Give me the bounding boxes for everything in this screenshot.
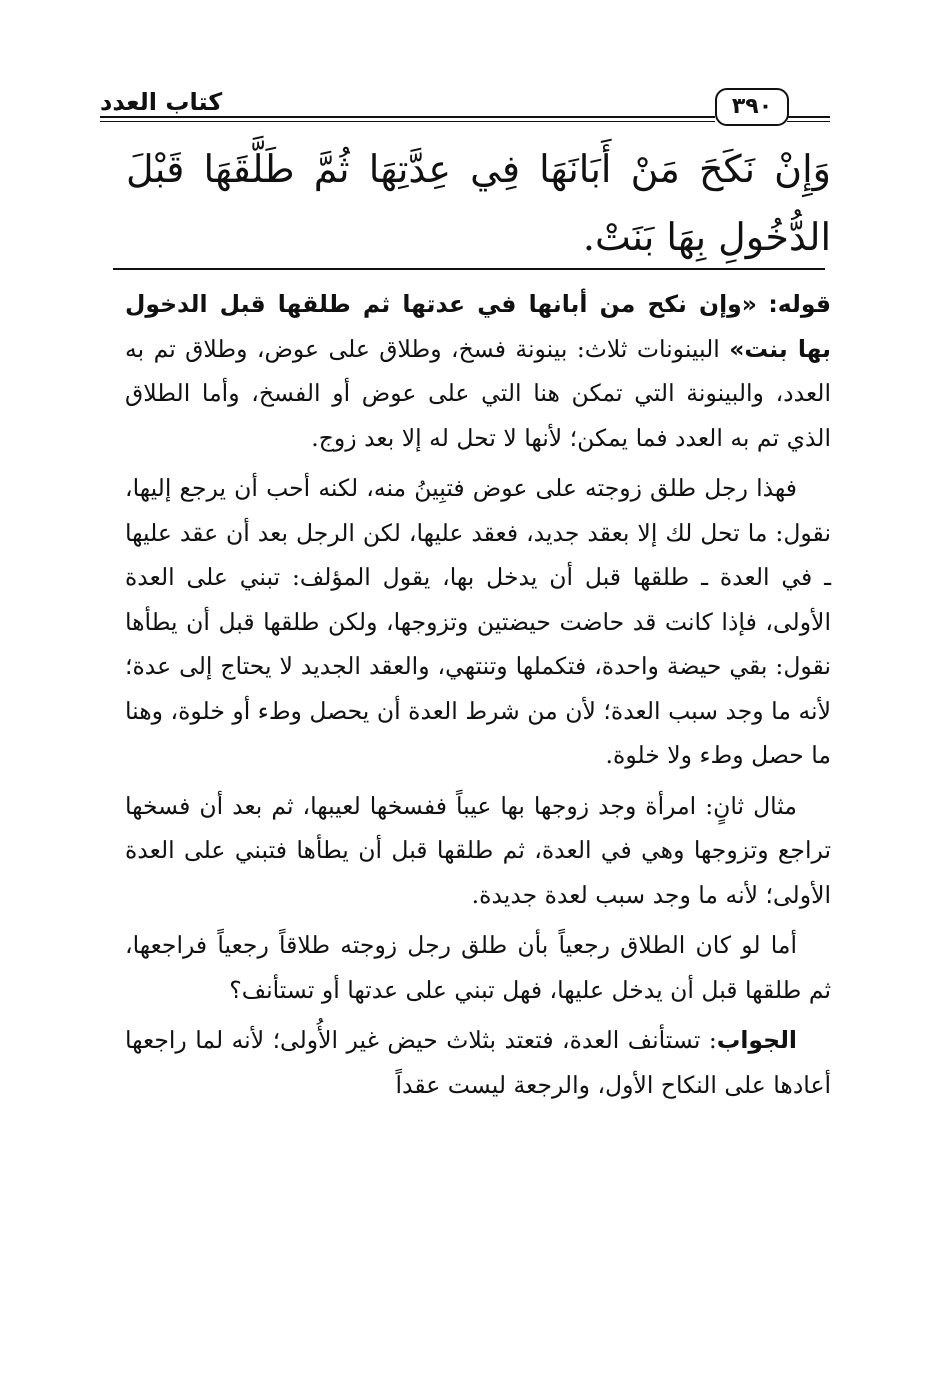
page-number: ٣٩٠ [715, 88, 789, 126]
paragraph-text: : تستأنف العدة، فتعتد بثلاث حيض غير الأُولى؛ لأنه لما راجعها أعادها على النكاح الأول، والرجعة ليست عقداً [125, 1026, 831, 1099]
matn-divider [113, 268, 825, 270]
paragraph-3: مثال ثانٍ: امرأة وجد زوجها بها عيباً ففسخها لعيبها، ثم بعد أن فسخها تراجع وتزوجها وهي في العدة، ثم طلقها قبل أن يطأها فتبني على العدة الأولى؛ لأنه ما وجد سبب لعدة جديدة. [125, 791, 831, 909]
commentary [125, 282, 831, 1113]
header-rule-left-thin [100, 121, 715, 122]
header-rule-right [787, 116, 830, 118]
matn-text: وَإِنْ نَكَحَ مَنْ أَبَانَهَا فِي عِدَّتِهَا ثُمَّ طَلَّقَهَا قَبْلَ الدُّخُولِ بِهَا بَنَتْ. [126, 147, 831, 259]
quoted-matn: «وإن نكح من أبانها في عدتها ثم طلقها قبل الدخول بها بنت» [125, 290, 831, 363]
paragraph-text: البينونات ثلاث: بينونة فسخ، وطلاق على عوض، وطلاق تم به العدد، والبينونة التي تمكن هنا التي على عوض أو الفسخ، وأما الطلاق الذي تم به العدد فما يمكن؛ لأنها لا تحل له إلا بعد زوج. [125, 334, 831, 452]
page-header [100, 82, 830, 130]
header-rule-right-thin [787, 121, 830, 122]
paragraph-2: فهذا رجل طلق زوجته على عوض فتبِينُ منه، لكنه أحب أن يرجع إليها، نقول: ما تحل لك إلا بعقد جديد، فعقد عليها، لكن الرجل بعد أن عقد عليها ـ في العدة ـ طلقها قبل أن يدخل بها، يقول المؤلف: تبني على العدة الأولى، فإذا كانت قد حاضت حيضتين وتزوجها، ولكن طلقها قبل أن يطأها نقول: بقي حيضة واحدة، فتكملها وتنتهي، والعقد الجديد لا يحتاج إلى عدة؛ لأنه ما وجد سبب العدة؛ لأن من شرط العدة أن يحصل وطء أو خلوة، وهنا ما حصل وطء ولا خلوة. [125, 474, 831, 769]
header-rule-left [100, 116, 715, 118]
paragraph-lead: قوله: [768, 290, 831, 318]
paragraph-4: أما لو كان الطلاق رجعياً بأن طلق رجل زوجته طلاقاً رجعياً فراجعها، ثم طلقها قبل أن يدخل عليها، فهل تبني على عدتها أو تستأنف؟ [125, 931, 831, 1004]
paragraph-5 [125, 1018, 831, 1107]
book-title: كتاب العدد [100, 88, 223, 116]
paragraph-1 [125, 282, 831, 460]
answer-lead: الجواب [716, 1026, 797, 1054]
